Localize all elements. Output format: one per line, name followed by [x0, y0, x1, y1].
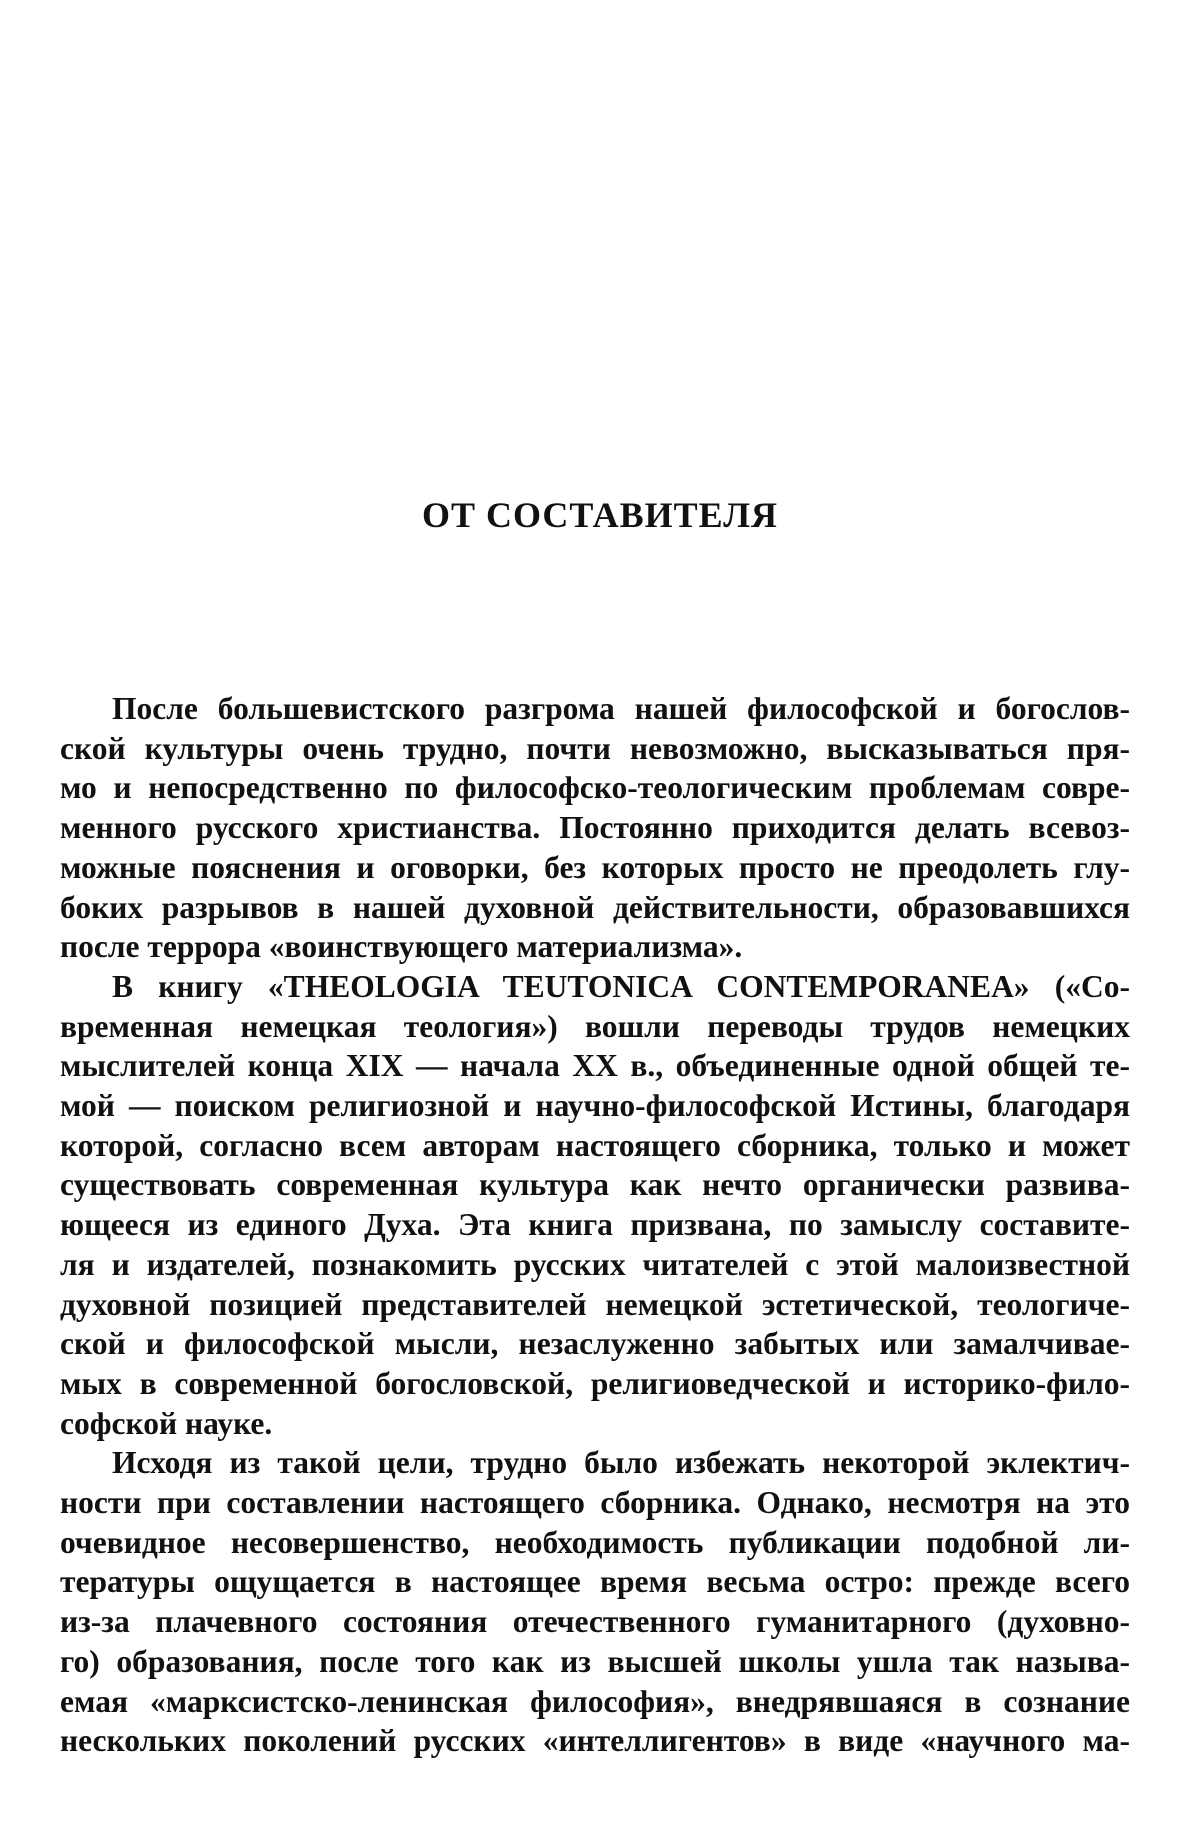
- text-line: мо и непосредственно по философско-теологическим проблемам совре-: [60, 770, 1130, 806]
- text-line: можные пояснения и оговорки, без которых просто не преодолеть глу-: [60, 849, 1130, 885]
- paragraph: [60, 967, 1130, 1443]
- text-line: мыслителей конца XIX — начала XX в., объединенные одной общей те-: [60, 1048, 1130, 1084]
- text-line: мой — поиском религиозной и научно-философской Истины, благодаря: [60, 1088, 1130, 1124]
- text-line: менного русского христианства. Постоянно приходится делать всевоз-: [60, 810, 1130, 846]
- text-line: софской науке.: [60, 1405, 273, 1441]
- text-line: ности при составлении настоящего сборника. Однако, несмотря на это: [60, 1485, 1130, 1521]
- text-line: духовной позицией представителей немецкой эстетической, теологиче-: [60, 1286, 1130, 1322]
- text-line: после террора «воинствующего материализма».: [60, 929, 743, 965]
- text-line: Исходя из такой цели, трудно было избежать некоторой эклектич-: [112, 1445, 1130, 1481]
- text-line: емая «марксистско-ленинская философия», внедрявшаяся в сознание: [60, 1683, 1130, 1719]
- text-line: ющееся из единого Духа. Эта книга призвана, по замыслу составите-: [60, 1207, 1130, 1243]
- paragraph: [60, 1443, 1130, 1761]
- text-line: которой, согласно всем авторам настоящего сборника, только и может: [60, 1127, 1130, 1163]
- text-line: существовать современная культура как нечто органически развива-: [60, 1167, 1130, 1203]
- text-line: ской и философской мысли, незаслуженно забытых или замалчивае-: [60, 1326, 1130, 1362]
- text-line: тературы ощущается в настоящее время весьма остро: прежде всего: [60, 1564, 1130, 1600]
- paragraph: [60, 689, 1130, 967]
- text-line: После большевистского разгрома нашей философской и богослов-: [112, 691, 1130, 726]
- text-line: ля и издателей, познакомить русских читателей с этой малоизвестной: [60, 1246, 1130, 1282]
- text-line: ской культуры очень трудно, почти невозможно, высказываться пря-: [60, 730, 1130, 766]
- text-line: мых в современной богословской, религиоведческой и историко-фило-: [60, 1365, 1130, 1401]
- text-line: временная немецкая теология») вошли переводы трудов немецких: [60, 1008, 1130, 1044]
- page-title: ОТ СОСТАВИТЕЛЯ: [421, 495, 779, 535]
- text-line: го) образования, после того как из высшей школы ушла так называ-: [60, 1643, 1130, 1679]
- text-line: из-за плачевного состояния отечественного гуманитарного (духовно-: [60, 1604, 1130, 1640]
- text-line: В книгу «THEOLOGIA TEUTONICA CONTEMPORANEA» («Со-: [112, 968, 1130, 1004]
- body-text: [60, 689, 1130, 1761]
- text-line: боких разрывов в нашей духовной действительности, образовавшихся: [60, 889, 1130, 925]
- text-line: нескольких поколений русских «интеллигентов» в виде «научного ма-: [60, 1723, 1130, 1759]
- text-line: очевидное несовершенство, необходимость публикации подобной ли-: [60, 1524, 1130, 1560]
